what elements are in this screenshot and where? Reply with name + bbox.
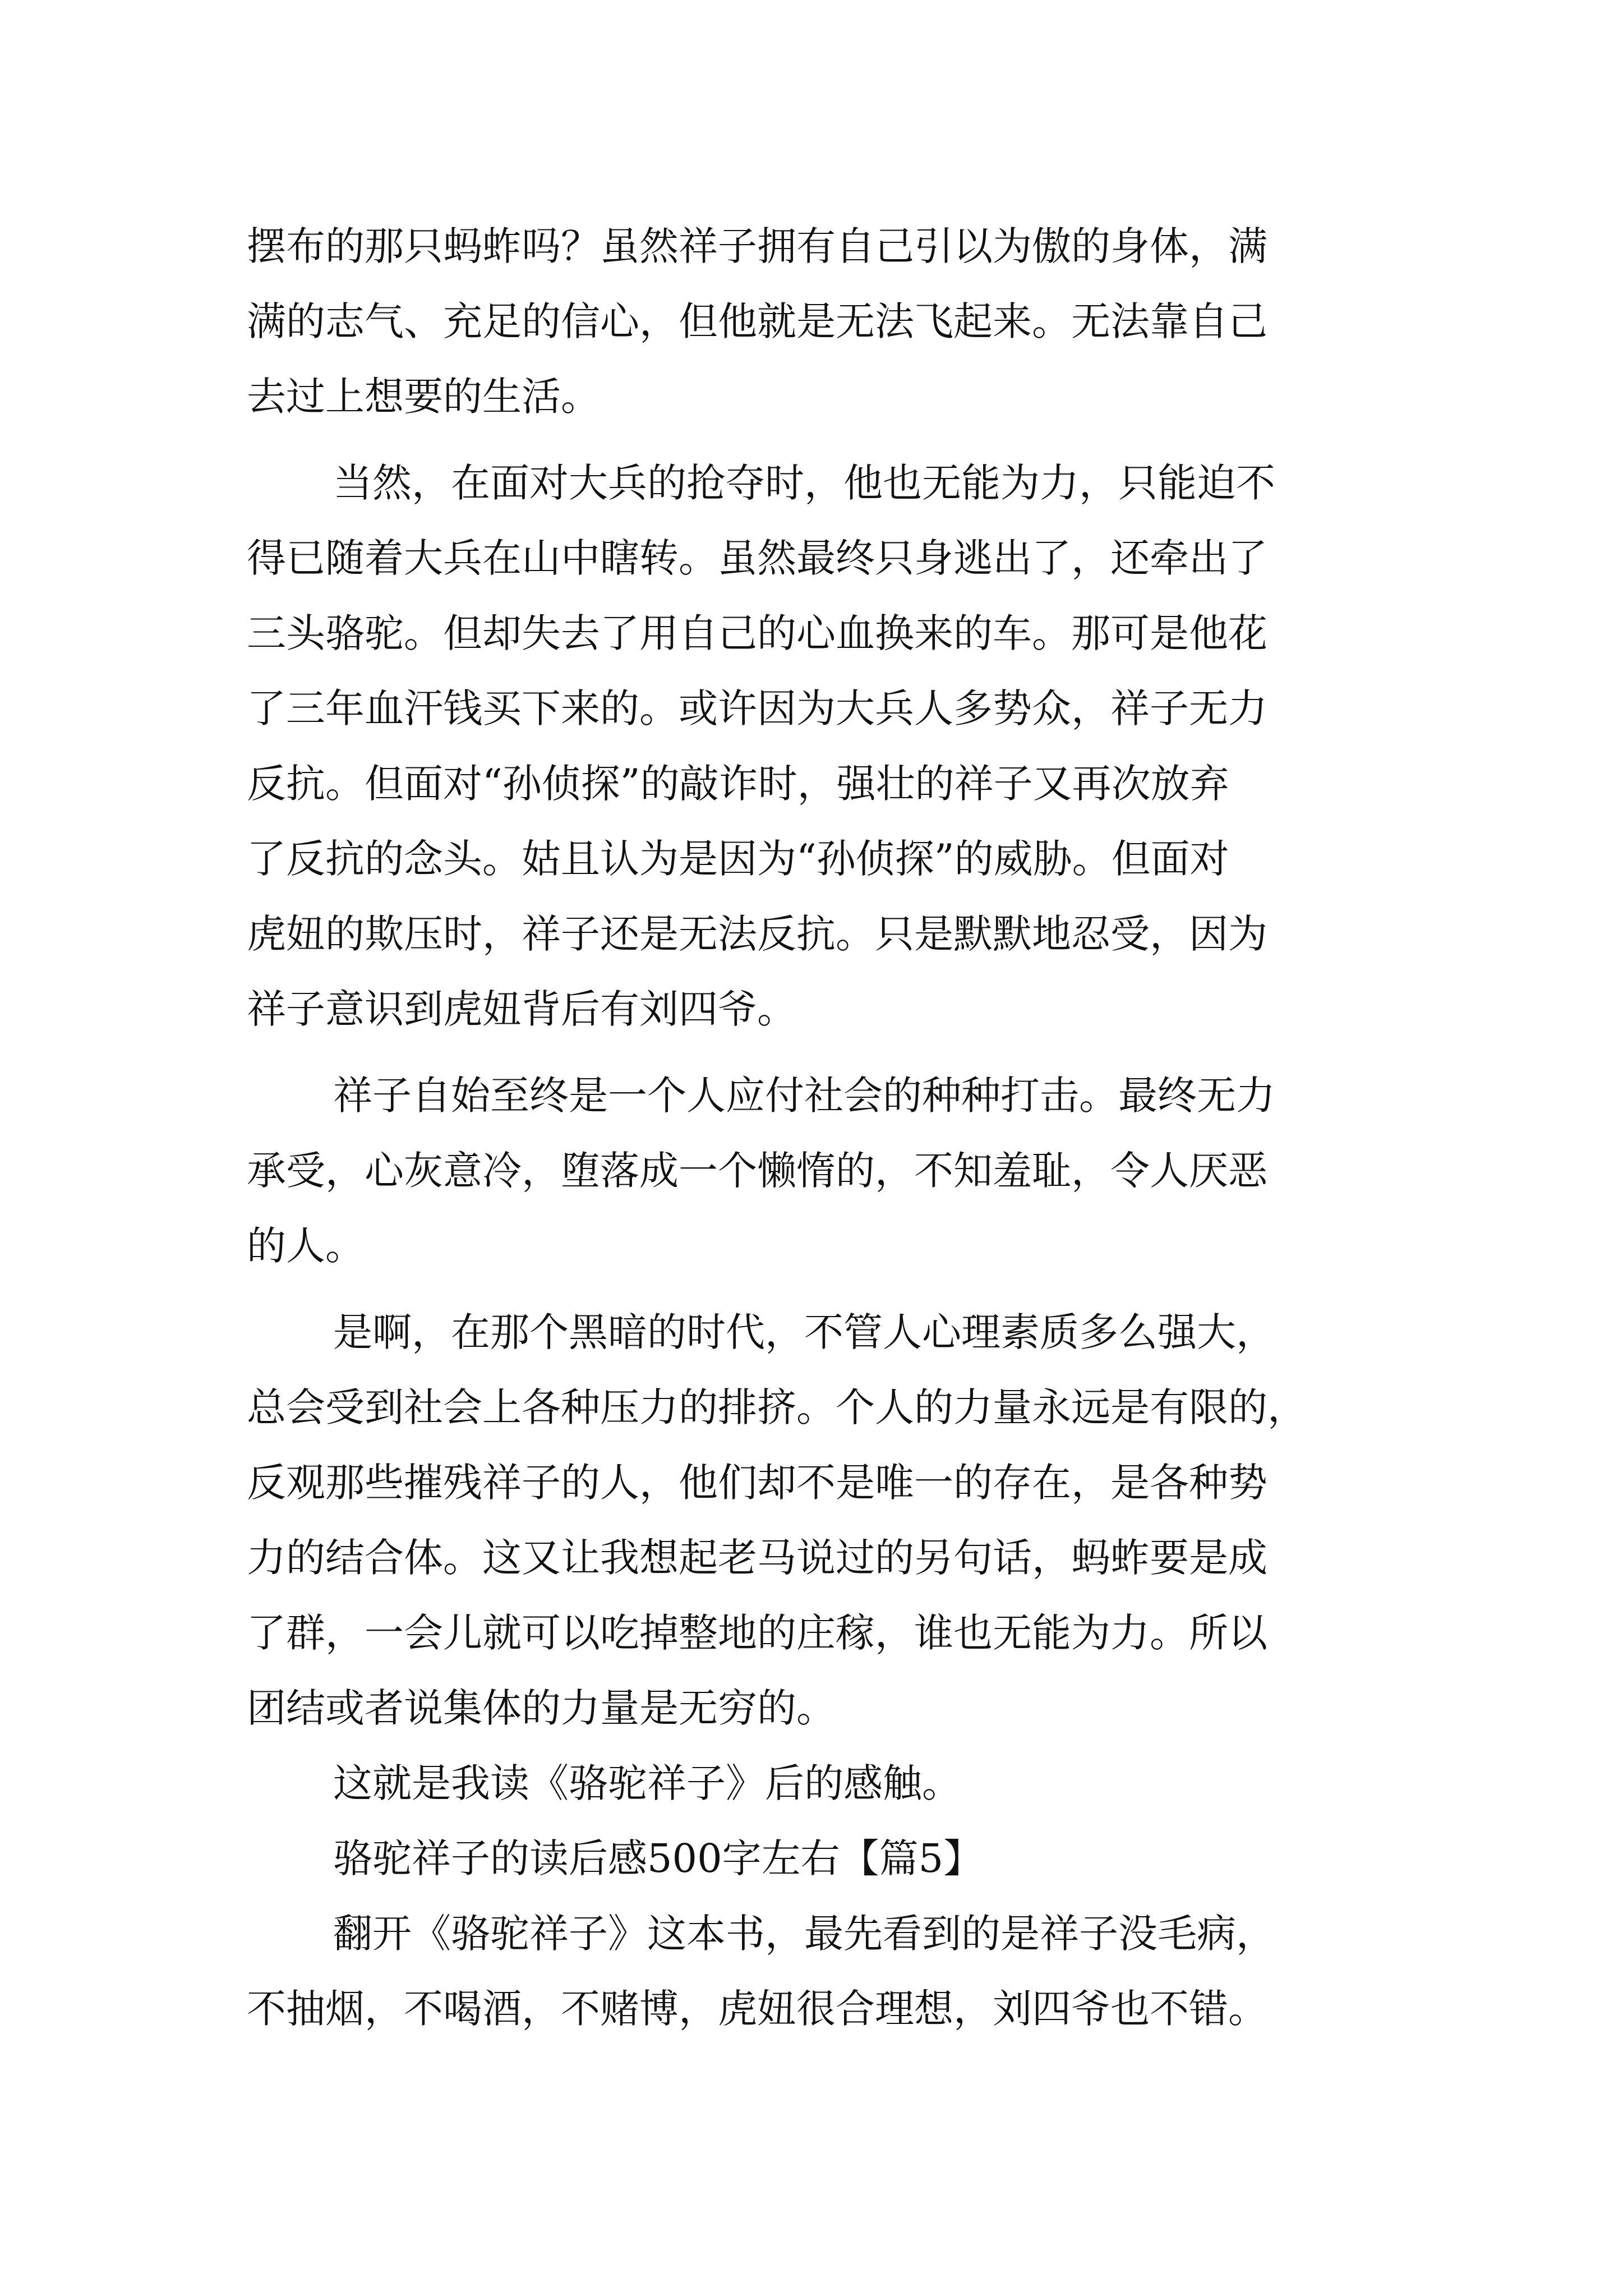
section-heading [247, 1821, 1385, 1896]
text-line: 不抽烟，不喝酒，不赌博，虎妞很合理想，刘四爷也不错。 [247, 1986, 1267, 2032]
text-line: 翻开《骆驼祥子》这本书，最先看到的是祥子没毛病， [333, 1911, 1275, 1957]
text-line: 力的结合体。这又让我想起老马说过的另句话，蚂蚱要是成 [247, 1535, 1267, 1581]
text-line: 的人。 [247, 1223, 365, 1269]
text-line: 去过上想要的生活。 [247, 374, 600, 420]
text-line: 骆驼祥子的读后感500字左右【篇5】 [333, 1835, 983, 1881]
paragraph [247, 445, 1385, 1047]
text-line: 虎妞的欺压时，祥子还是无法反抗。只是默默地忍受，因为 [247, 911, 1267, 957]
text-line: 了反抗的念头。姑且认为是因为“孙侦探”的威胁。但面对 [247, 836, 1229, 882]
text-line: 是啊，在那个黑暗的时代，不管人心理素质多么强大， [333, 1309, 1275, 1355]
text-line: 祥子意识到虎妞背后有刘四爷。 [247, 986, 796, 1032]
paragraph [247, 1295, 1385, 1746]
text-line: 满的志气、充足的信心，但他就是无法飞起来。无法靠自己 [247, 298, 1267, 344]
document-body [247, 209, 1385, 2046]
text-line: 得已随着大兵在山中瞎转。虽然最终只身逃出了，还牵出了 [247, 535, 1267, 581]
text-line: 反抗。但面对“孙侦探”的敲诈时，强壮的祥子又再次放弃 [247, 761, 1229, 807]
paragraph [247, 1746, 1385, 1821]
text-line: 团结或者说集体的力量是无穷的。 [247, 1685, 836, 1731]
paragraph [247, 1896, 1385, 2046]
text-line: 当然，在面对大兵的抢夺时，他也无能为力，只能迫不 [333, 460, 1275, 506]
text-line: 祥子自始至终是一个人应付社会的种种打击。最终无力 [333, 1073, 1275, 1119]
text-line: 反观那些摧残祥子的人，他们却不是唯一的存在，是各种势 [247, 1460, 1267, 1506]
paragraph [247, 209, 1385, 434]
paragraph [247, 1058, 1385, 1283]
text-line: 总会受到社会上各种压力的排挤。个人的力量永远是有限的， [247, 1384, 1307, 1430]
text-line: 三头骆驼。但却失去了用自己的心血换来的车。那可是他花 [247, 610, 1267, 656]
text-line: 这就是我读《骆驼祥子》后的感触。 [333, 1760, 961, 1806]
text-line: 了群，一会儿就可以吃掉整地的庄稼，谁也无能为力。所以 [247, 1610, 1267, 1656]
text-line: 了三年血汗钱买下来的。或许因为大兵人多势众，祥子无力 [247, 685, 1267, 731]
text-line: 承受，心灰意冷，堕落成一个懒惰的，不知羞耻，令人厌恶 [247, 1148, 1267, 1194]
text-line: 摆布的那只蚂蚱吗？虽然祥子拥有自己引以为傲的身体，满 [247, 223, 1267, 269]
